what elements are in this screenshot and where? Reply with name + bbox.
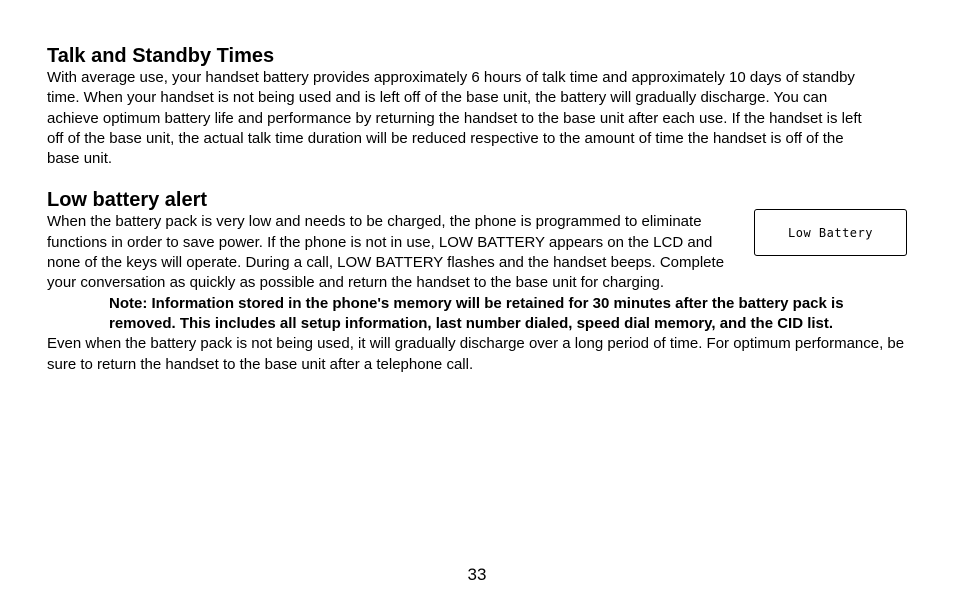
low-battery-section xyxy=(47,188,909,374)
page-number: 33 xyxy=(467,565,487,584)
low-battery-paragraph: When the battery pack is very low and needs to be charged, the phone is programmed to eliminate functions in order to save power. If the phone is not in use, LOW BATTERY appears on the LCD and none of the keys will operate. During a call, LOW BATTERY flashes and the handset beeps. Complete your conversation as quickly as possible and return the handset to the base unit for charging. xyxy=(47,213,725,292)
manual-page xyxy=(47,44,909,375)
discharge-paragraph: Even when the battery pack is not being used, it will gradually discharge over a long period of time. For optimum performance, be sure to return the handset to the base unit after a telephone call. xyxy=(47,335,905,373)
low-battery-heading: Low battery alert xyxy=(47,189,208,212)
talk-standby-section xyxy=(47,44,909,169)
lcd-display-illustration xyxy=(754,209,907,256)
talk-standby-heading: Talk and Standby Times xyxy=(47,45,275,67)
memory-retention-note: Note: Information stored in the phone's memory will be retained for 30 minutes after the battery pack is removed. This includes all setup information, last number dialed, speed dial memory, and the CID list. xyxy=(109,294,844,332)
lcd-display-text: Low Battery xyxy=(788,225,873,240)
talk-standby-paragraph: With average use, your handset battery provides approximately 6 hours of talk time and approximately 10 days of standby time. When your handset is not being used and is left off of the base unit, the battery will gradually discharge. You can achieve optimum battery life and performance by returning the handset to the base unit after each use. If the handset is left off of the base unit, the actual talk time duration will be reduced respective to the amount of time the handset is off of the base unit. xyxy=(47,69,862,168)
